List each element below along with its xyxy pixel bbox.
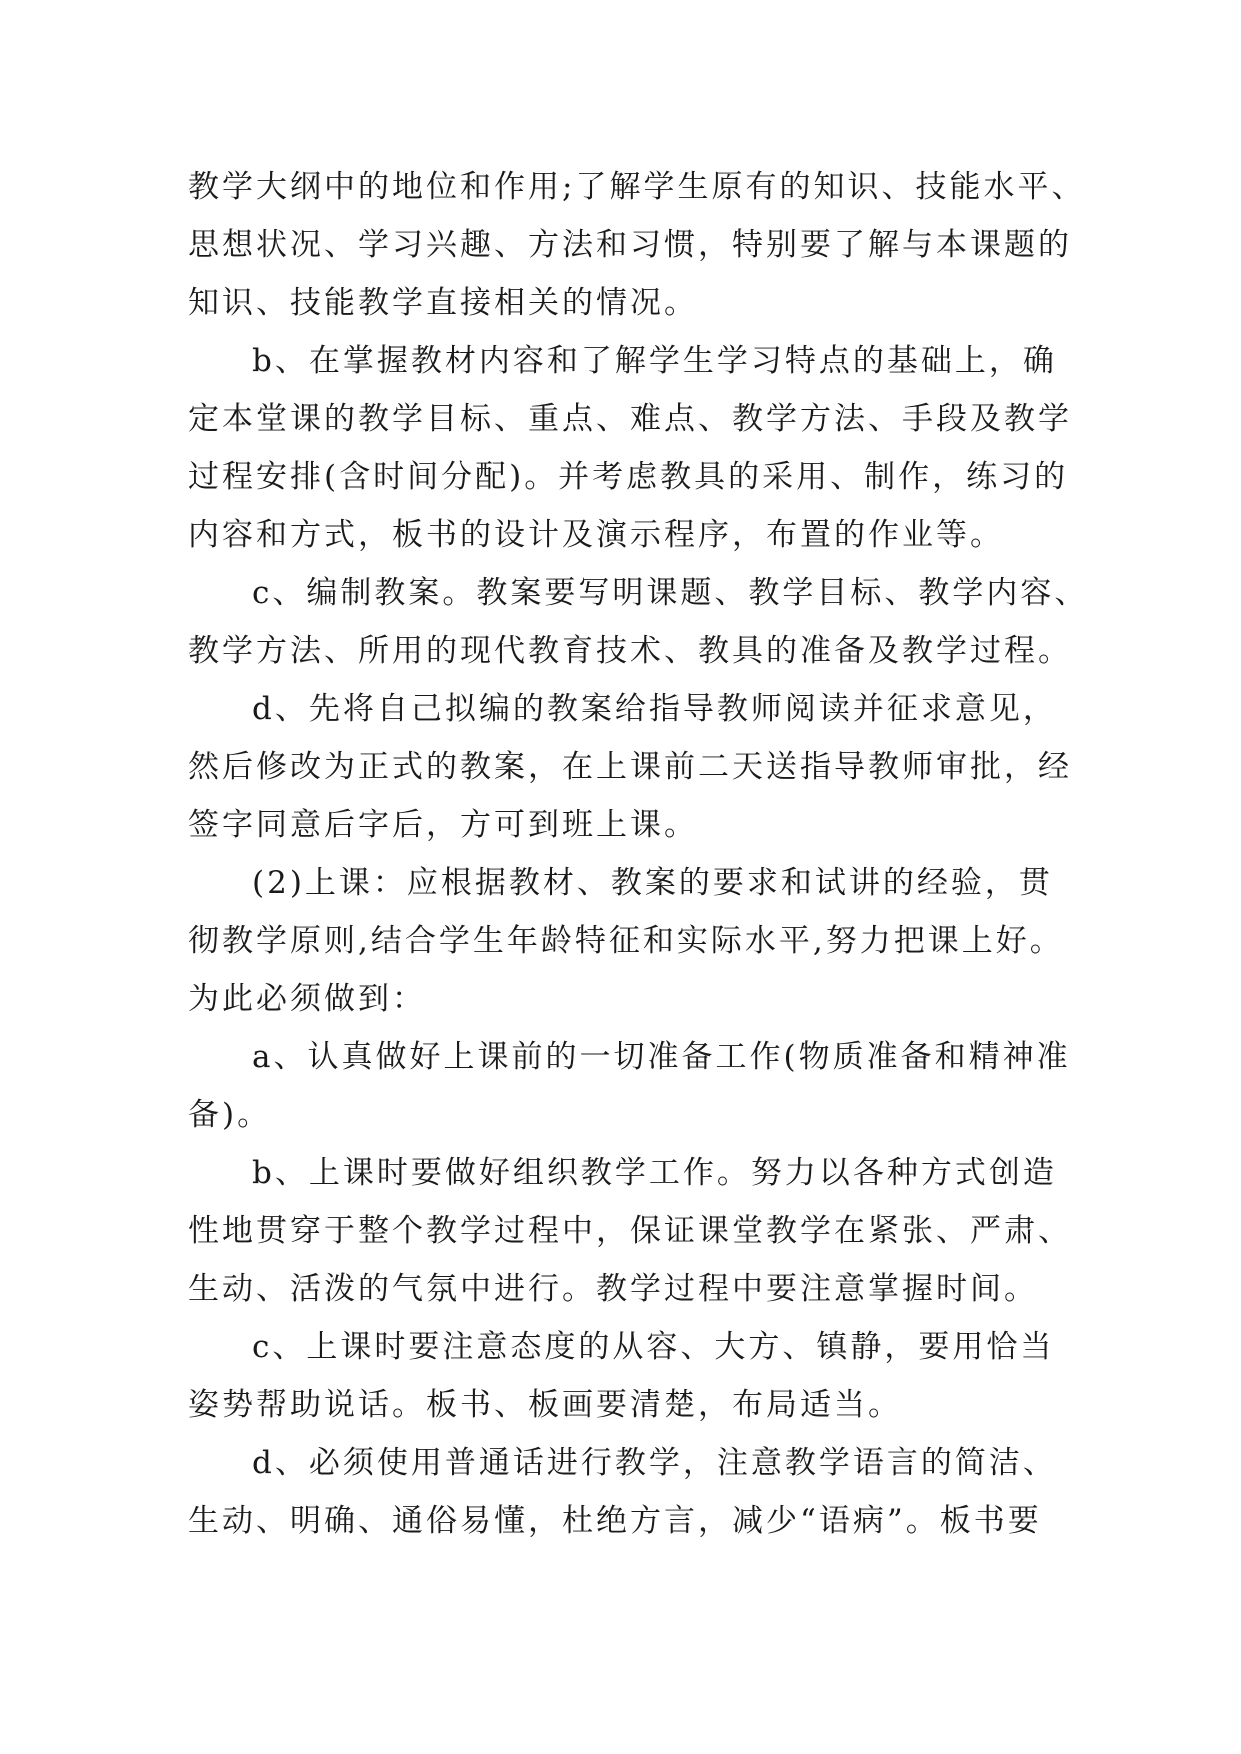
- text-line: 彻教学原则,结合学生年龄特征和实际水平,努力把课上好。: [188, 923, 1064, 959]
- text-line: 备)。: [188, 1097, 272, 1133]
- text-line: 思想状况、学习兴趣、方法和习惯，特别要了解与本课题的: [188, 227, 1072, 263]
- text-line: c、编制教案。教案要写明课题、教学目标、教学内容、: [252, 575, 1089, 611]
- text-line: 过程安排(含时间分配)。并考虑教具的采用、制作，练习的: [188, 459, 1069, 495]
- text-line: c、上课时要注意态度的从容、大方、镇静，要用恰当: [252, 1329, 1055, 1365]
- document-body: [188, 158, 1089, 1550]
- text-line: 为此必须做到：: [188, 981, 426, 1017]
- text-line: d、先将自己拟编的教案给指导教师阅读并征求意见，: [252, 691, 1057, 727]
- text-line: 教学大纲中的地位和作用;了解学生原有的知识、技能水平、: [188, 169, 1086, 205]
- text-line: a、认真做好上课前的一切准备工作(物质准备和精神准: [252, 1039, 1071, 1075]
- text-line: 定本堂课的教学目标、重点、难点、教学方法、手段及教学: [188, 401, 1072, 437]
- text-line: (2)上课：应根据教材、教案的要求和试讲的经验，贯: [252, 865, 1053, 901]
- text-line: d、必须使用普通话进行教学，注意教学语言的简洁、: [252, 1445, 1057, 1481]
- text-line: 生动、活泼的气氛中进行。教学过程中要注意掌握时间。: [188, 1271, 1038, 1307]
- text-line: 教学方法、所用的现代教育技术、教具的准备及教学过程。: [188, 633, 1072, 669]
- text-line: 内容和方式，板书的设计及演示程序，布置的作业等。: [188, 517, 1004, 553]
- text-line: 生动、明确、通俗易懂，杜绝方言，减少“语病”。板书要: [188, 1503, 1042, 1539]
- text-line: 签字同意后字后，方可到班上课。: [188, 807, 698, 843]
- text-line: 然后修改为正式的教案，在上课前二天送指导教师审批，经: [188, 749, 1072, 785]
- text-line: b、在掌握教材内容和了解学生学习特点的基础上，确: [252, 343, 1057, 379]
- text-line: b、上课时要做好组织教学工作。努力以各种方式创造: [252, 1155, 1057, 1191]
- text-line: 姿势帮助说话。板书、板画要清楚，布局适当。: [188, 1387, 902, 1423]
- text-line: 知识、技能教学直接相关的情况。: [188, 285, 698, 321]
- text-line: 性地贯穿于整个教学过程中，保证课堂教学在紧张、严肃、: [188, 1213, 1072, 1249]
